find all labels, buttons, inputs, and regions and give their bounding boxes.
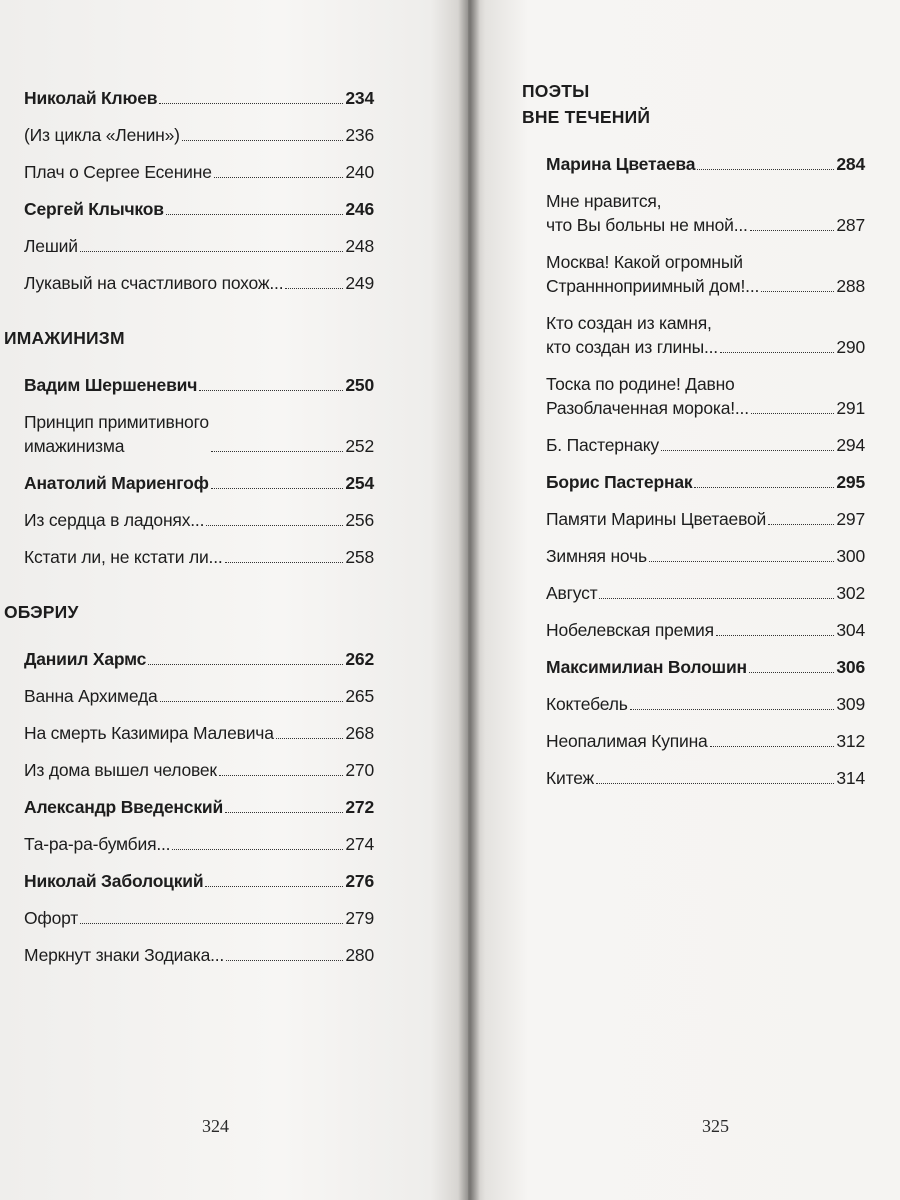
work-title: Август	[546, 583, 598, 603]
toc-work-entry	[24, 271, 374, 295]
work-title: Ванна Архимеда	[24, 686, 158, 706]
work-title: (Из цикла «Ленин»)	[24, 125, 180, 145]
page-reference: 240	[345, 162, 374, 182]
dot-leader	[211, 451, 343, 452]
toc-work-entry	[24, 943, 374, 967]
author-name: Даниил Хармс	[24, 649, 147, 669]
toc-work-entry	[24, 508, 374, 532]
page-reference: 236	[345, 125, 374, 145]
author-name: Вадим Шершеневич	[24, 375, 198, 395]
author-name: Александр Введенский	[24, 797, 224, 817]
toc-author-entry	[546, 655, 865, 679]
page-reference: 256	[345, 510, 374, 530]
dot-leader	[182, 140, 344, 141]
page-reference: 279	[345, 908, 374, 928]
dot-leader	[206, 525, 343, 526]
dot-leader	[768, 524, 834, 525]
toc-work-entry	[546, 729, 865, 753]
dot-leader	[710, 746, 835, 747]
toc-work-entry	[546, 189, 865, 237]
work-title: Леший	[24, 236, 78, 256]
toc-work-entry	[24, 123, 374, 147]
page-reference: 248	[345, 236, 374, 256]
page-reference: 234	[345, 88, 374, 108]
toc-author-entry	[24, 197, 374, 221]
dot-leader	[225, 812, 343, 813]
page-reference: 254	[345, 473, 374, 493]
author-name: Марина Цветаева	[546, 154, 696, 174]
toc-work-entry	[24, 684, 374, 708]
page-reference: 270	[345, 760, 374, 780]
page-reference: 290	[836, 337, 865, 357]
page-reference: 302	[836, 583, 865, 603]
author-name: Борис Пастернак	[546, 472, 693, 492]
toc-work-entry	[546, 433, 865, 457]
work-title: Мне нравится, что Вы больны не мной...	[546, 191, 748, 235]
dot-leader	[697, 169, 834, 170]
dot-leader	[630, 709, 835, 710]
work-title: Офорт	[24, 908, 79, 928]
page-reference: 297	[836, 509, 865, 529]
toc-work-entry	[546, 250, 865, 298]
dot-leader	[166, 214, 344, 215]
table-of-contents-right	[522, 78, 865, 803]
dot-leader	[80, 251, 344, 252]
toc-author-entry	[24, 471, 374, 495]
work-title: Москва! Какой огромный Страннноприимный дом!...	[546, 252, 760, 296]
dot-leader	[285, 288, 343, 289]
work-title: Из сердца в ладонях...	[24, 510, 205, 530]
dot-leader	[159, 103, 343, 104]
dot-leader	[694, 487, 834, 488]
dot-leader	[661, 450, 834, 451]
dot-leader	[205, 886, 343, 887]
dot-leader	[716, 635, 835, 636]
toc-author-entry	[546, 470, 865, 494]
page-reference: 306	[836, 657, 865, 677]
author-name: Николай Клюев	[24, 88, 158, 108]
page-reference: 288	[836, 276, 865, 296]
section-heading-oberiu: ОБЭРИУ	[4, 602, 79, 622]
page-reference: 287	[836, 215, 865, 235]
work-title: Лукавый на счастливого похож...	[24, 273, 284, 293]
dot-leader	[219, 775, 344, 776]
toc-work-entry	[24, 545, 374, 569]
page-reference: 274	[345, 834, 374, 854]
dot-leader	[172, 849, 343, 850]
dot-leader	[751, 413, 835, 414]
dot-leader	[749, 672, 835, 673]
work-title: Кто создан из камня, кто создан из глины...	[546, 313, 718, 357]
toc-author-entry	[24, 869, 374, 893]
work-title: Та-ра-ра-бумбия...	[24, 834, 171, 854]
toc-work-entry	[546, 618, 865, 642]
dot-leader	[276, 738, 344, 739]
toc-author-entry	[24, 373, 374, 397]
author-name: Сергей Клычков	[24, 199, 164, 219]
toc-work-entry	[546, 766, 865, 790]
page-number-right: 325	[702, 1116, 729, 1136]
page-reference: 252	[345, 436, 374, 456]
dot-leader	[596, 783, 834, 784]
toc-work-entry	[24, 906, 374, 930]
section-heading-poets-outside-movements: ПОЭТЫ ВНЕ ТЕЧЕНИЙ	[522, 81, 651, 127]
toc-work-entry	[24, 160, 374, 184]
page-number-left: 324	[202, 1116, 229, 1136]
page-reference: 268	[345, 723, 374, 743]
work-title: Кстати ли, не кстати ли...	[24, 547, 223, 567]
work-title: Меркнут знаки Зодиака...	[24, 945, 225, 965]
page-reference: 249	[345, 273, 374, 293]
dot-leader	[211, 488, 344, 489]
page-reference: 246	[345, 199, 374, 219]
work-title: На смерть Казимира Малевича	[24, 723, 274, 743]
page-reference: 295	[836, 472, 865, 492]
dot-leader	[720, 352, 834, 353]
page-reference: 304	[836, 620, 865, 640]
author-name: Анатолий Мариенгоф	[24, 473, 209, 493]
page-reference: 265	[345, 686, 374, 706]
dot-leader	[761, 291, 834, 292]
toc-work-entry	[24, 410, 374, 458]
dot-leader	[160, 701, 344, 702]
toc-work-entry	[24, 721, 374, 745]
page-reference: 314	[836, 768, 865, 788]
dot-leader	[750, 230, 835, 231]
dot-leader	[225, 562, 344, 563]
work-title: Зимняя ночь	[546, 546, 647, 566]
page-reference: 284	[836, 154, 865, 174]
toc-work-entry	[546, 372, 865, 420]
toc-work-entry	[546, 692, 865, 716]
toc-author-entry	[546, 152, 865, 176]
toc-work-entry	[546, 507, 865, 531]
dot-leader	[599, 598, 834, 599]
work-title: Принцип примитивного имажинизма	[24, 412, 209, 456]
page-reference: 300	[836, 546, 865, 566]
work-title: Тоска по родине! Давно Разоблаченная морока!...	[546, 374, 749, 418]
page-reference: 294	[836, 435, 865, 455]
work-title: Неопалимая Купина	[546, 731, 708, 751]
page-reference: 309	[836, 694, 865, 714]
toc-author-entry	[24, 647, 374, 671]
page-reference: 276	[345, 871, 374, 891]
page-reference: 272	[345, 797, 374, 817]
work-title: Китеж	[546, 768, 595, 788]
page-reference: 258	[345, 547, 374, 567]
page-reference: 291	[836, 398, 865, 418]
dot-leader	[199, 390, 343, 391]
toc-author-entry	[24, 795, 374, 819]
dot-leader	[226, 960, 343, 961]
toc-work-entry	[24, 758, 374, 782]
page-reference: 280	[345, 945, 374, 965]
page-reference: 262	[345, 649, 374, 669]
toc-work-entry	[546, 581, 865, 605]
dot-leader	[148, 664, 343, 665]
section-heading-imaginism: ИМАЖИНИЗМ	[4, 328, 125, 348]
dot-leader	[214, 177, 344, 178]
work-title: Коктебель	[546, 694, 628, 714]
work-title: Нобелевская премия	[546, 620, 714, 640]
toc-work-entry	[24, 234, 374, 258]
page-reference: 312	[836, 731, 865, 751]
toc-work-entry	[546, 311, 865, 359]
table-of-contents-left	[0, 78, 374, 980]
toc-work-entry	[546, 544, 865, 568]
work-title: Б. Пастернаку	[546, 435, 659, 455]
toc-author-entry	[24, 86, 374, 110]
author-name: Максимилиан Волошин	[546, 657, 747, 677]
work-title: Плач о Сергее Есенине	[24, 162, 212, 182]
work-title: Из дома вышел человек	[24, 760, 217, 780]
book-gutter-shadow	[458, 0, 480, 1200]
dot-leader	[80, 923, 343, 924]
work-title: Памяти Марины Цветаевой	[546, 509, 767, 529]
toc-work-entry	[24, 832, 374, 856]
page-reference: 250	[345, 375, 374, 395]
dot-leader	[649, 561, 834, 562]
author-name: Николай Заболоцкий	[24, 871, 204, 891]
